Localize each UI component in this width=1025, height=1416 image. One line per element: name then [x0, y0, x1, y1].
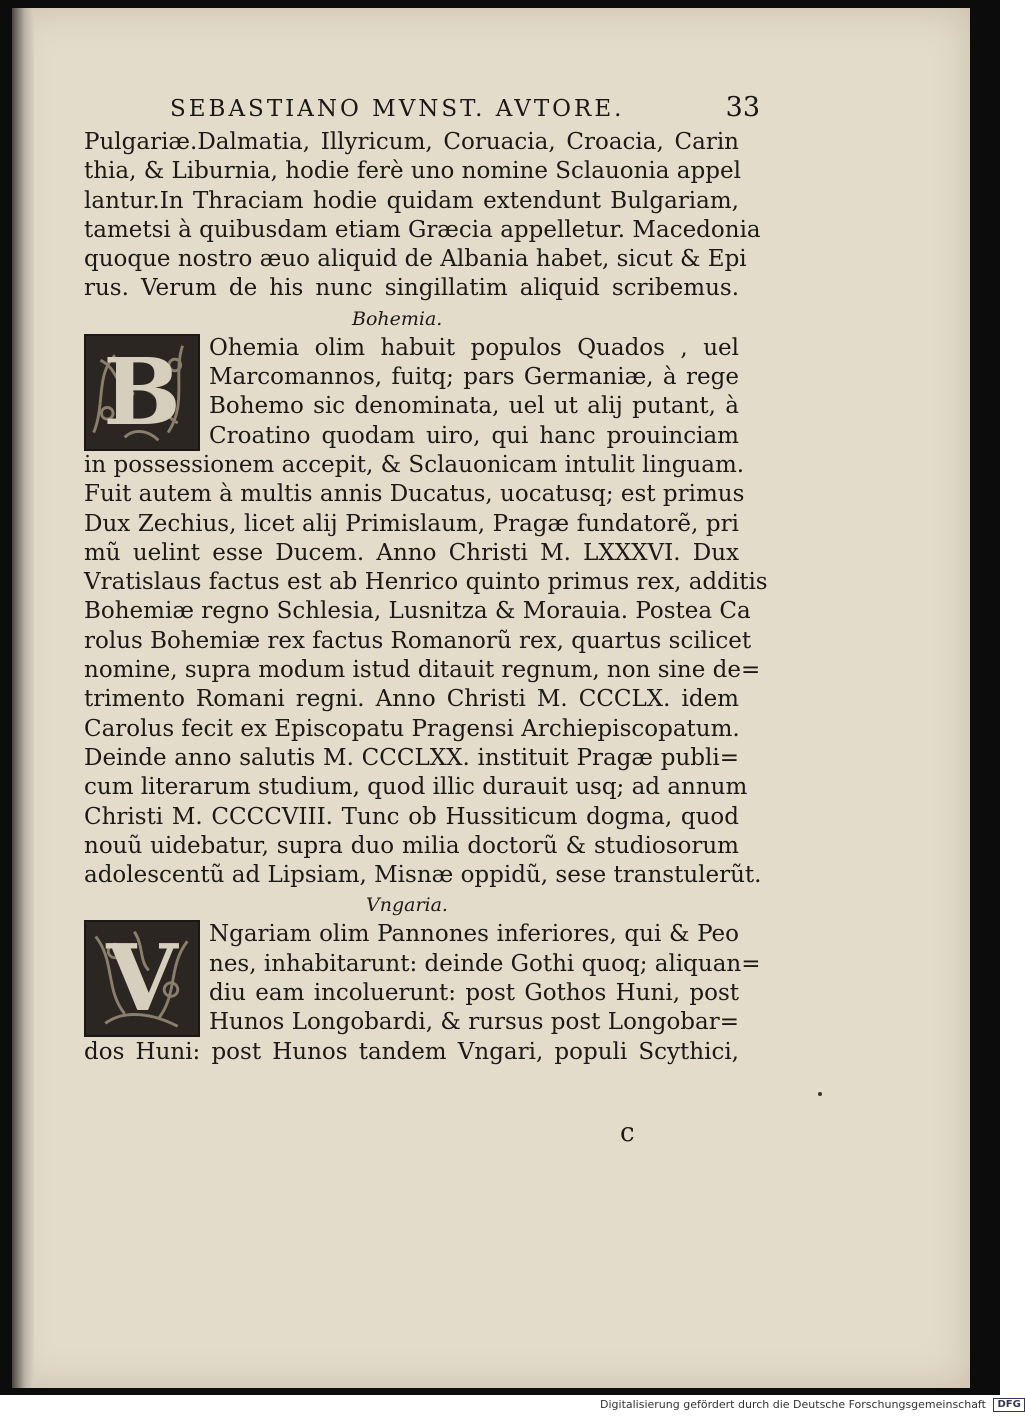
text-line: dos Huni: post Hunos tandem Vngari, populi Scythici, [84, 1038, 739, 1065]
text-line: Hunos Longobardi, & rursus post Longobar= [209, 1009, 739, 1036]
text-line: adolescentũ ad Lipsiam, Misnæ oppidũ, sese transtulerũt. [84, 862, 762, 889]
ink-speck [818, 1092, 822, 1096]
text-line: Deinde anno salutis M. CCCLXX. instituit Pragæ publi= [84, 744, 739, 771]
text-line: lantur.In Thraciam hodie quidam extendunt Bulgariam, [84, 187, 739, 214]
vngaria-paragraph [84, 920, 761, 1066]
text-line: Ngariam olim Pannones inferiores, qui & Peo [209, 921, 739, 948]
text-line: nouũ uidebatur, supra duo milia doctorũ & studiosorum [84, 832, 739, 859]
section-heading-vngaria: Vngaria. [366, 894, 448, 917]
text-line: quoque nostro æuo aliquid de Albania habet, sicut & Epi [84, 246, 747, 273]
page-header [170, 92, 760, 128]
section-heading-bohemia: Bohemia. [352, 307, 443, 330]
binding-gutter [12, 8, 34, 1388]
main-text [84, 128, 768, 1067]
text-line: Bohemiæ regno Schlesia, Lusnitza & Morauia. Postea Ca [84, 598, 751, 625]
text-line: cum literarum studium, quod illic durauit usq; ad annum [84, 774, 748, 801]
decorated-initial-v [84, 920, 200, 1037]
catchword: c [620, 1118, 635, 1148]
text-line: thia, & Liburnia, hodie ferè uno nomine Sclauonia appel [84, 158, 741, 185]
text-line: nomine, supra modum istud ditauit regnum, non sine de= [84, 657, 761, 684]
text-line: Marcomannos, fuitq; pars Germaniæ, à rege [209, 364, 739, 391]
text-line: Ohemia olim habuit populos Quados , uel [209, 334, 739, 361]
text-line: Christi M. CCCCVIII. Tunc ob Hussiticum dogma, quod [84, 803, 739, 830]
text-line: nes, inhabitarunt: deinde Gothi quoq; aliquan= [209, 950, 761, 977]
credit-text: Digitalisierung gefördert durch die Deutsche Forschungsgemeinschaft [600, 1398, 986, 1411]
text-line: Croatino quodam uiro, qui hanc prouinciam [209, 422, 739, 449]
initial-letter: B [103, 337, 181, 446]
bohemia-paragraph [84, 334, 768, 891]
text-line: Vratislaus factus est ab Henrico quinto primus rex, additis [84, 569, 768, 596]
text-line: Pulgariæ.Dalmatia, Illyricum, Coruacia, Croacia, Carin [84, 129, 739, 155]
text-line: Fuit autem à multis annis Ducatus, uocatusq; est primus [84, 481, 745, 508]
text-line: Bohemo sic denominata, uel ut alij putant, à [209, 393, 739, 420]
decorated-initial-b [84, 334, 200, 451]
text-line: diu eam incoluerunt: post Gothos Huni, post [209, 980, 739, 1007]
text-line: rus. Verum de his nunc singillatim aliquid scribemus. [84, 275, 739, 302]
text-line: in possessionem accepit, & Sclauonicam intulit linguam. [84, 451, 745, 478]
running-head: SEBASTIANO MVNST. AVTORE. [170, 96, 625, 122]
text-line: rolus Bohemiæ rex factus Romanorũ rex, quartus scilicet [84, 627, 752, 654]
page-number: 33 [725, 92, 760, 123]
digitization-credit [600, 1398, 1025, 1414]
dfg-logo: DFG [993, 1398, 1024, 1412]
text-line: trimento Romani regni. Anno Christi M. CCCLX. idem [84, 686, 739, 713]
text-line: mũ uelint esse Ducem. Anno Christi M. LXXXVI. Dux [84, 539, 739, 566]
text-line: Dux Zechius, licet alij Primislaum, Pragæ fundatorẽ, pri [84, 510, 739, 537]
text-line: tametsi à quibusdam etiam Græcia appelletur. Macedonia [84, 216, 761, 243]
intro-paragraph [84, 128, 761, 304]
initial-letter: V [106, 924, 178, 1033]
text-line: Carolus fecit ex Episcopatu Pragensi Archiepiscopatum. [84, 715, 740, 742]
